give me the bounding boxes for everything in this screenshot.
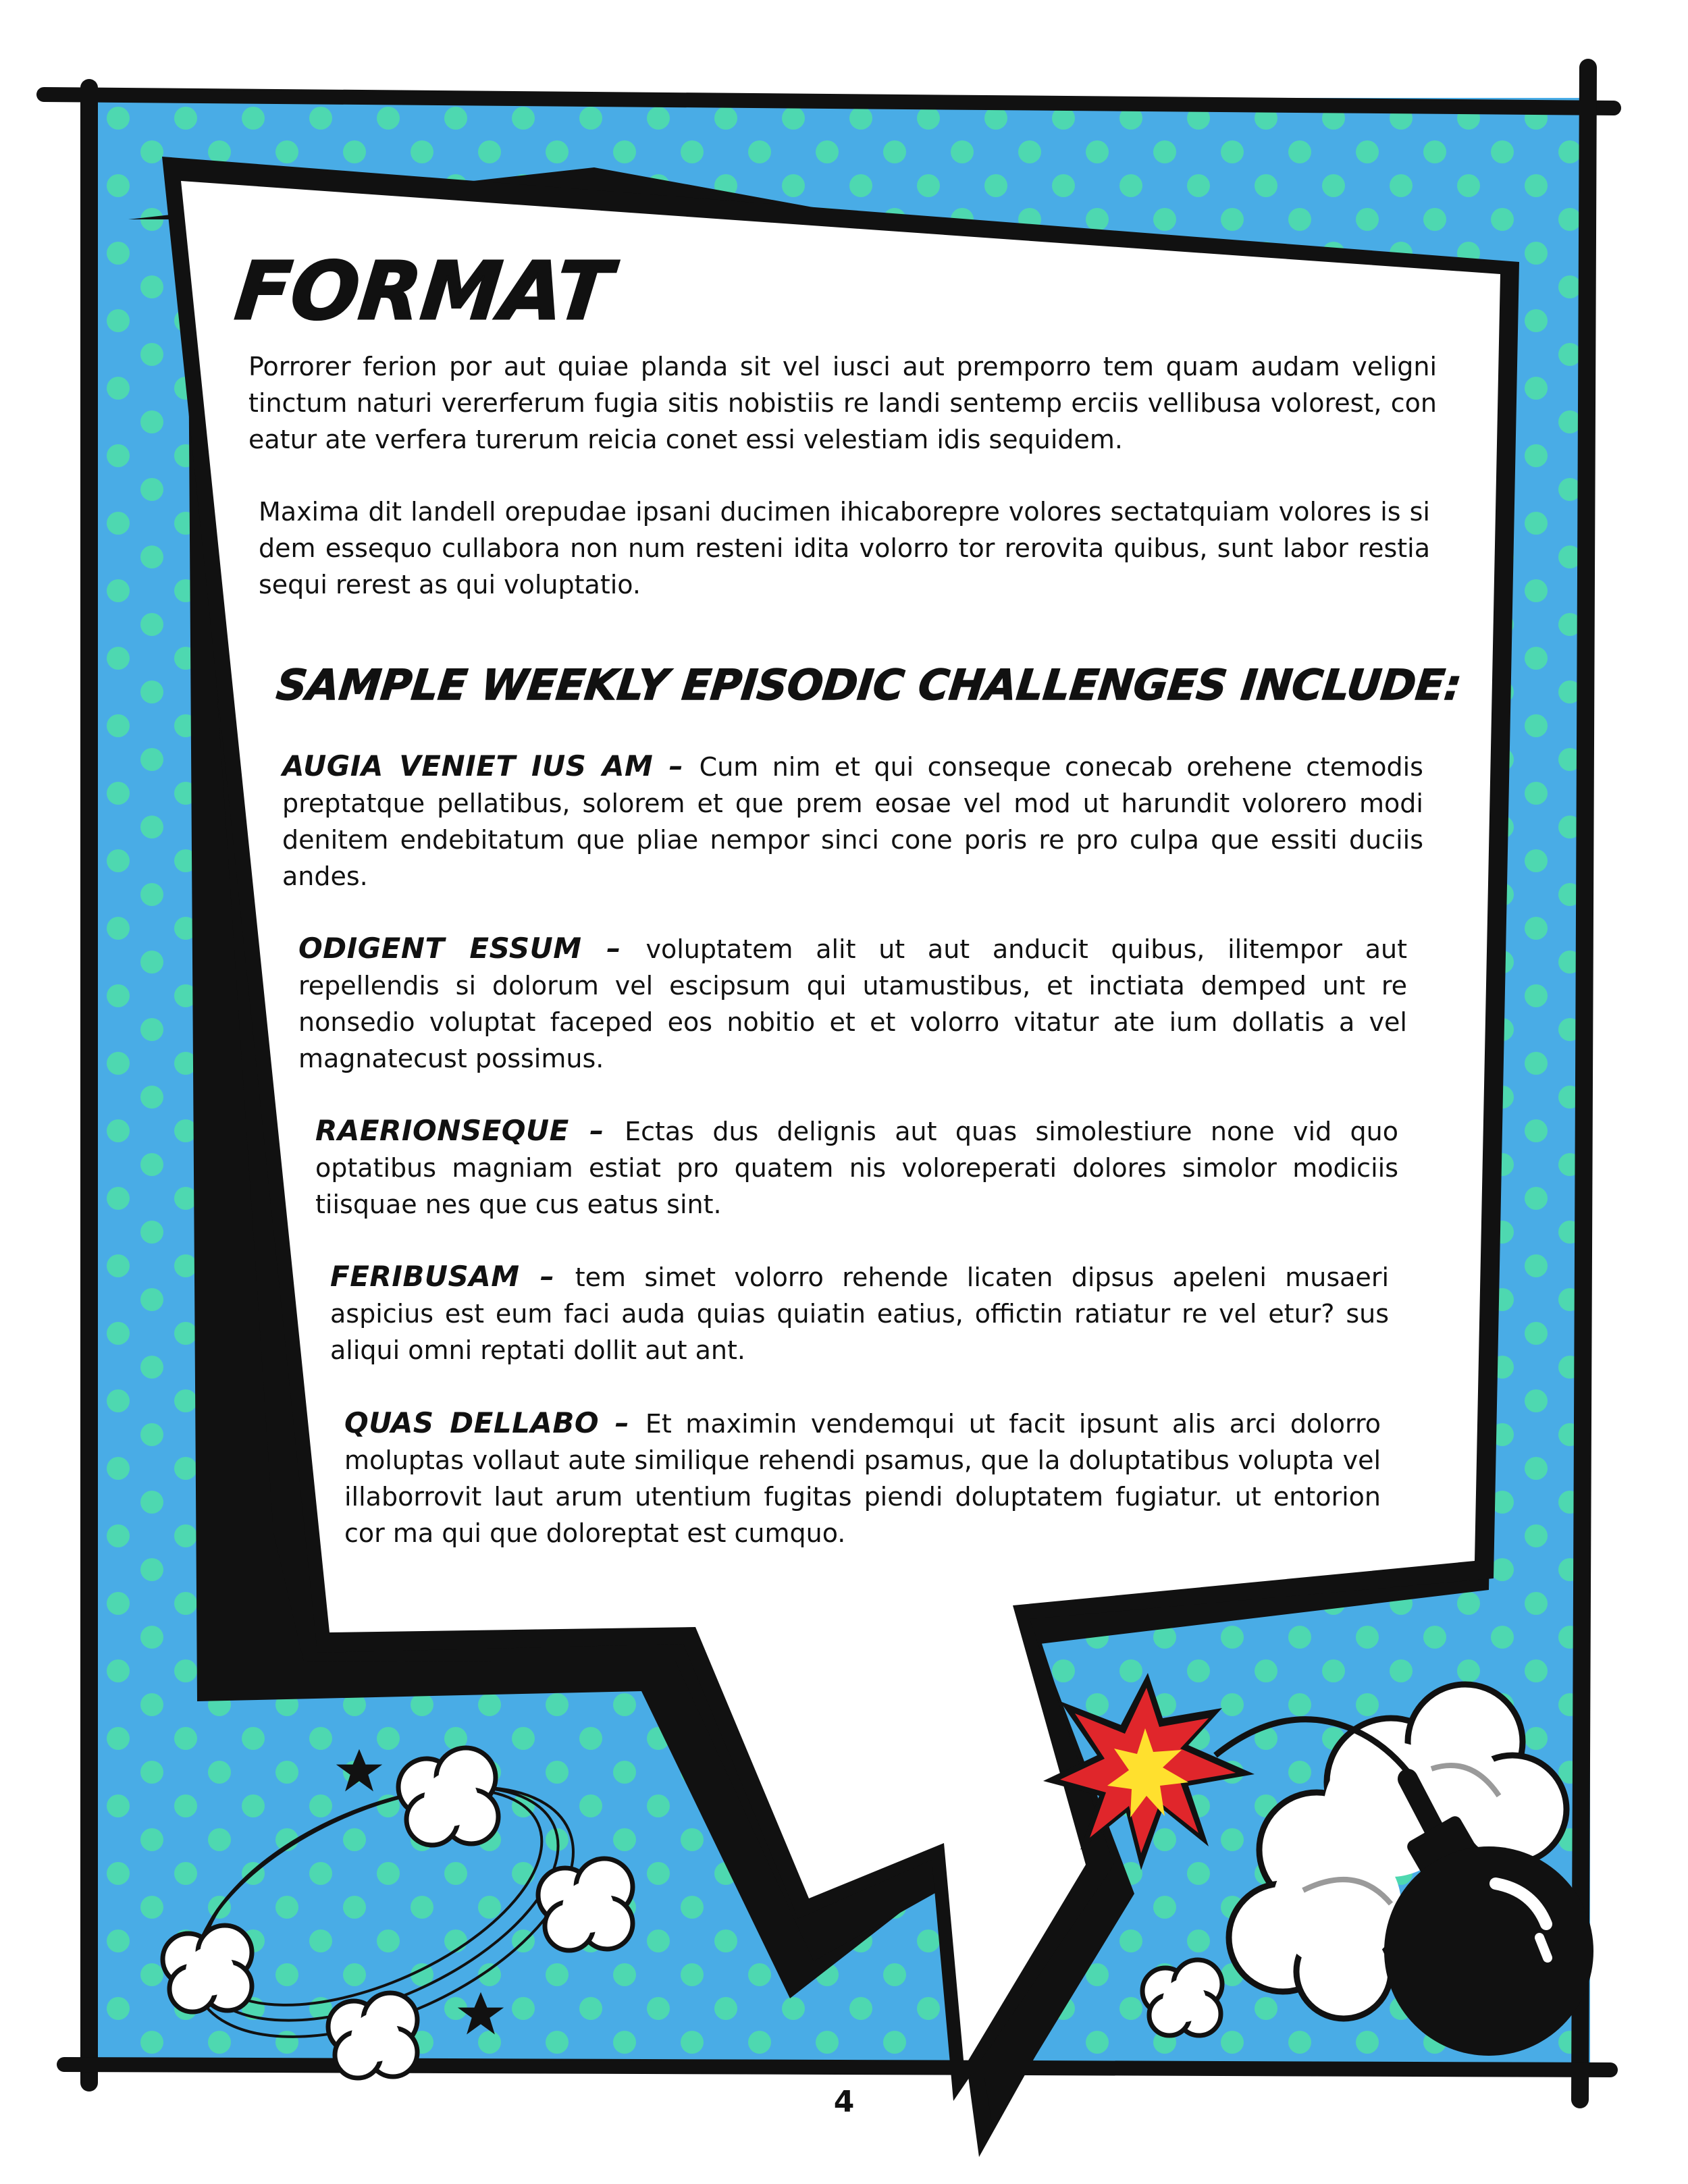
challenge-separator: – [653, 749, 700, 782]
page-number: 4 [833, 2085, 855, 2119]
intro-paragraph: Porrorer ferion por aut quiae planda sit vel iusci aut premporro tem quam audam veligni tinctum naturi vererferum fugia sitis nobistiis re landi sentemp erciis vellibusa volorest, con eatur ate verfera turerum reicia conet essi velestiam idis sequidem. [248, 352, 1437, 454]
challenge-separator: – [599, 1406, 645, 1439]
challenge-text: Ectas dus delignis aut quas simolestiure none vid quo optatibus magniam estiat pro quatem nis voloreperati dolores simolor modiciis tiisquae nes que cus eatus sint. [315, 1117, 1398, 1219]
challenge-item [315, 1113, 1398, 1223]
challenge-name: RAERIONSEQUE [315, 1114, 569, 1147]
challenge-name: QUAS DELLABO [344, 1406, 600, 1439]
challenge-name: FERIBUSAM [330, 1260, 520, 1293]
challenge-text: Et maximin vendemqui ut facit ipsunt alis arci dolorro moluptas vollaut aute similique rehendi psamus, que la doluptatibus volupta vel illaborrovit laut arum utentium fugitas piendi doluptatem fugiatur. ut entorion cor ma qui que doloreptat est cumquo. [344, 1409, 1381, 1548]
challenge-name: ODIGENT ESSUM [298, 932, 582, 965]
challenge-text: Cum nim et qui conseque conecab orehene ctemodis preptatque pellatibus, solorem et que prem eosae vel mod ut harundit volorero modi denitem endebitatum que pliae nempor sinci cone poris re pro culpa que essiti duciis andes. [282, 752, 1423, 891]
page-title: FORMAT [231, 244, 616, 338]
challenge-item [330, 1258, 1389, 1368]
challenge-separator: – [519, 1260, 575, 1293]
challenge-item [344, 1405, 1381, 1551]
challenges-heading: SAMPLE WEEKLY EPISODIC CHALLENGES INCLUDE: [274, 660, 1465, 710]
challenge-name: AUGIA VENIET IUS AM [282, 749, 654, 782]
challenge-separator: – [581, 932, 646, 965]
challenge-item [282, 748, 1423, 895]
intro-paragraph: Maxima dit landell orepudae ipsani ducimen ihicaborepre volores sectatquiam volores is si dem essequo cullabora non num resteni idita volorro tor rerovita quibus, sunt labor restia sequi rerest as qui voluptatio. [259, 497, 1430, 600]
challenge-text: tem simet volorro rehende licaten dipsus apeleni musaeri aspicius est eum faci auda quias quiatin eatius, offictin ratiatur re vel etur? sus aliqui omni reptati dollit aut ant. [330, 1262, 1389, 1365]
challenge-item [298, 930, 1407, 1077]
challenge-text: voluptatem alit ut aut anducit quibus, ilitempor aut repellendis si dolorum vel escipsum qui utamustibus, et inctiata demped unt re nonsedio voluptat faceped eos nobitio et et volorro vitatur ate ium dollatis a vel magnatecust possimus. [298, 934, 1408, 1073]
challenge-separator: – [569, 1114, 625, 1147]
